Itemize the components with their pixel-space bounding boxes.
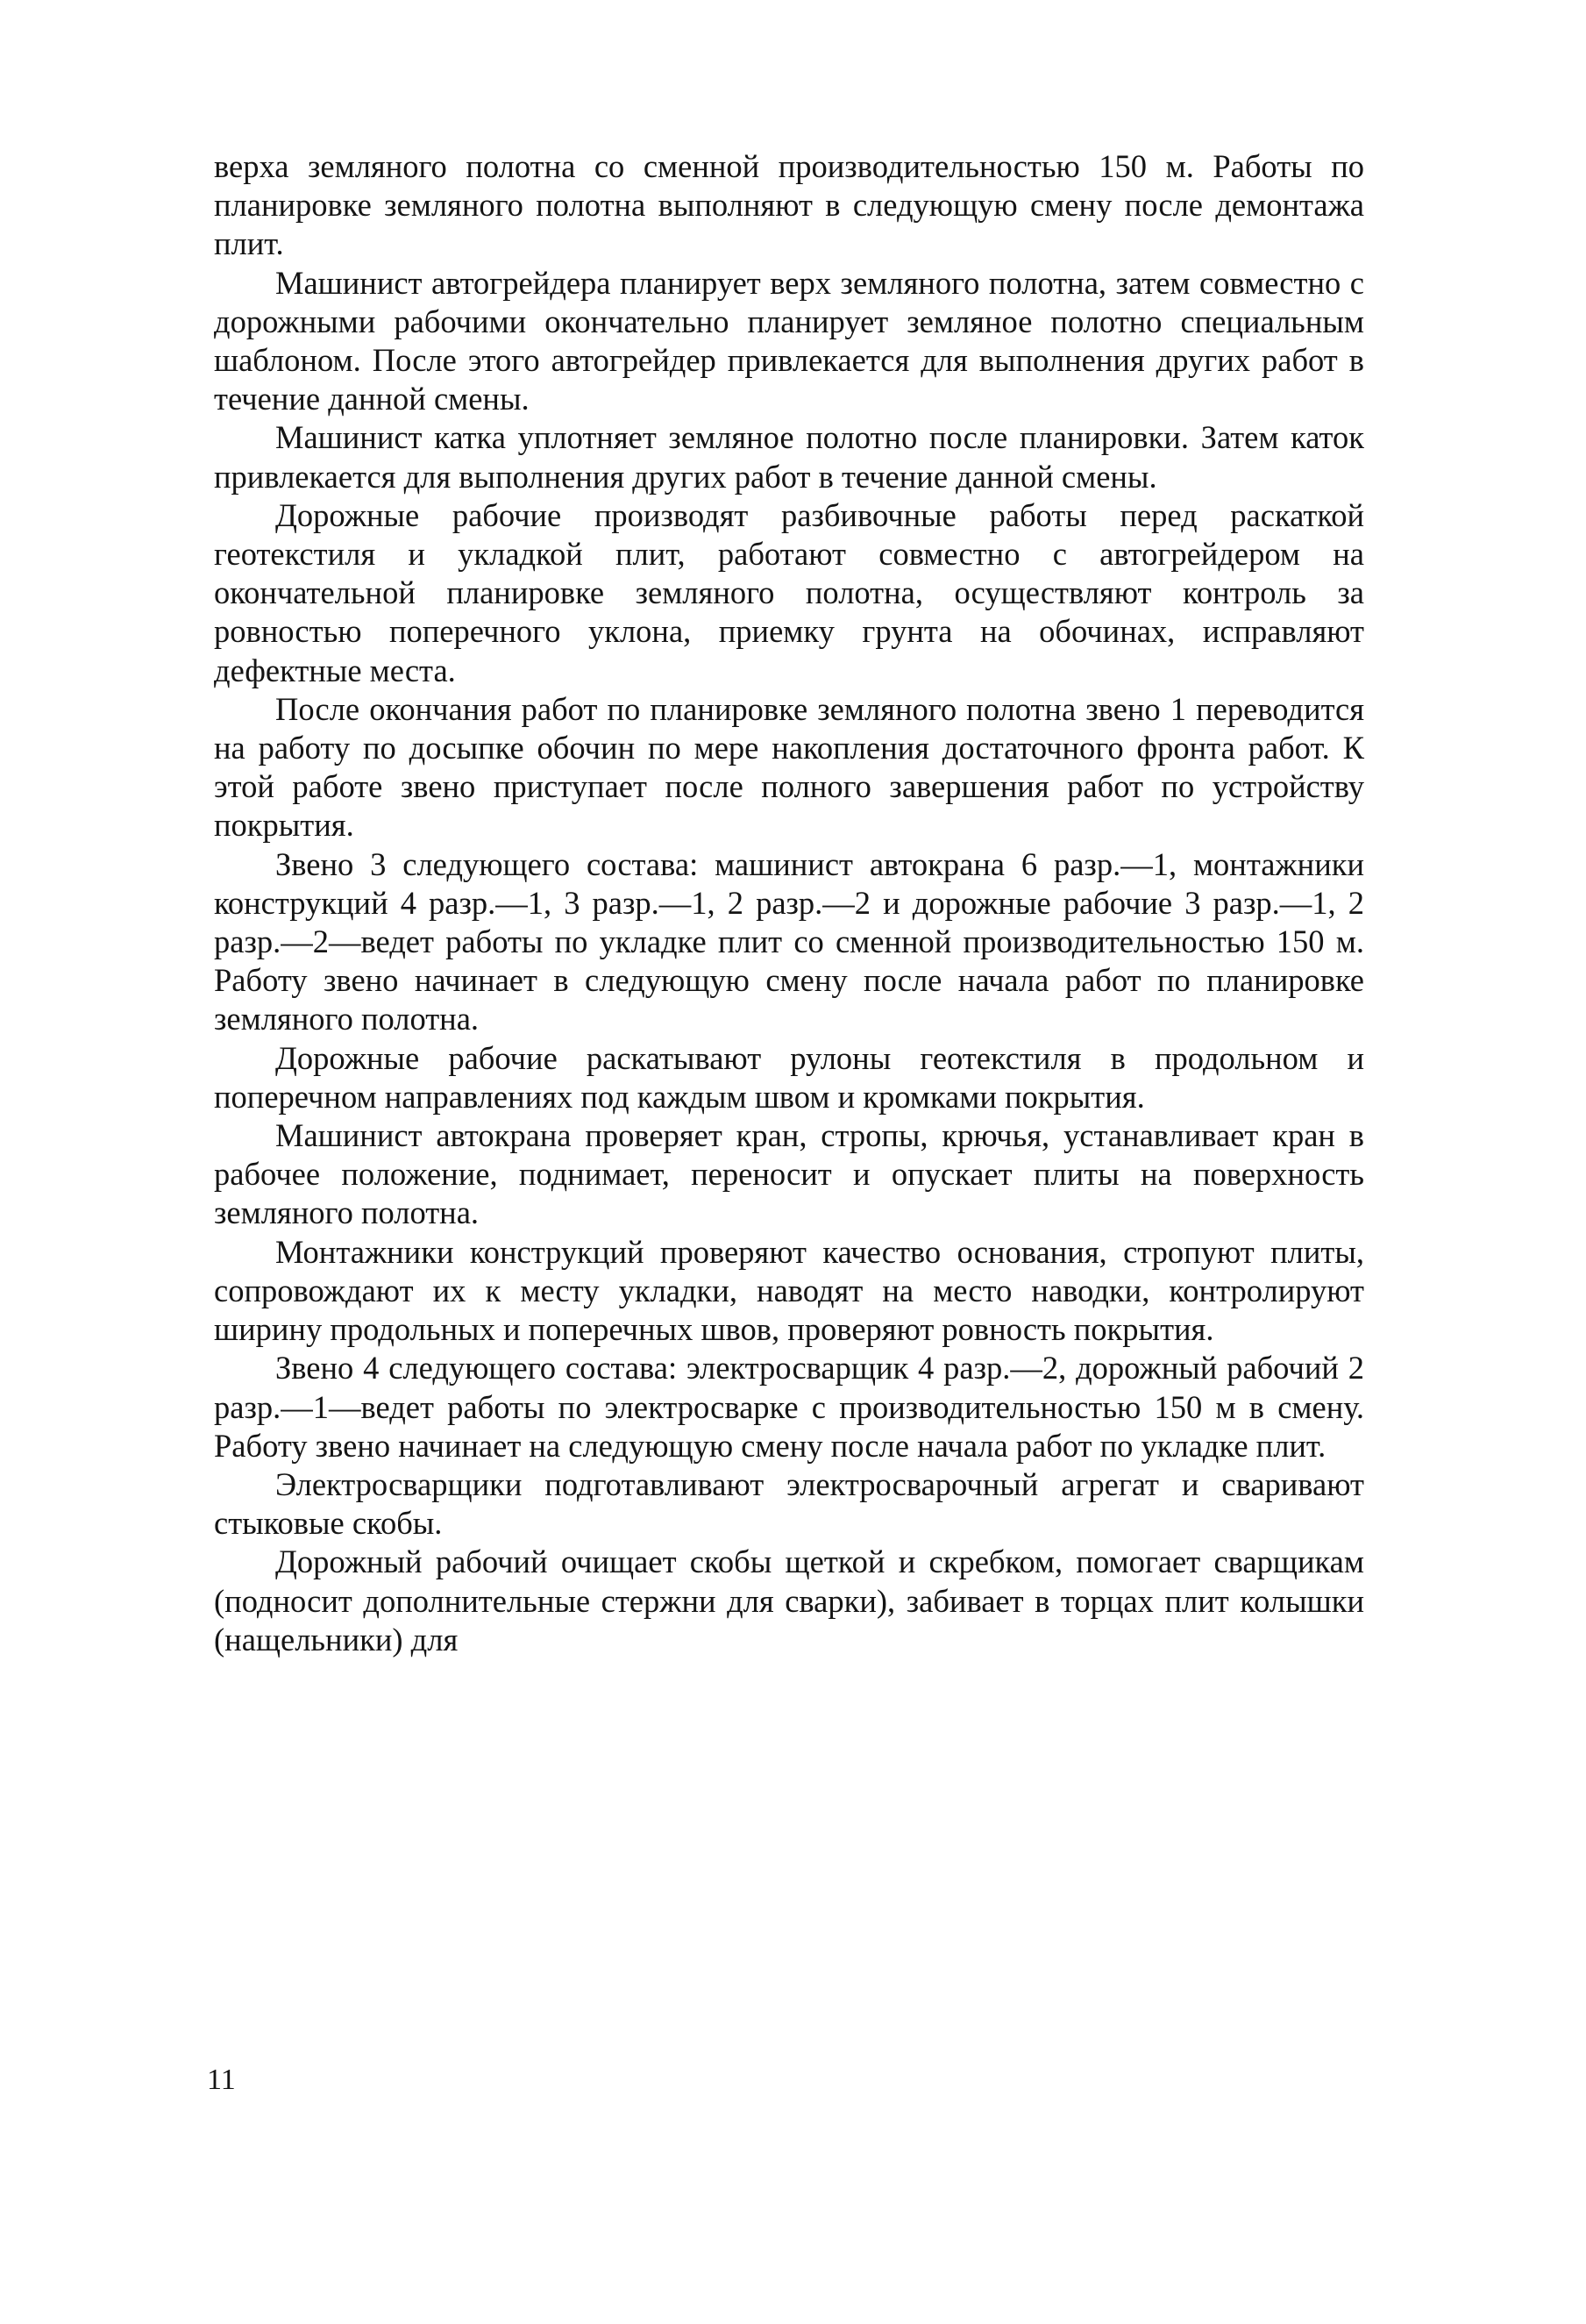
paragraph: Электросварщики подготавливают электросварочный агрегат и сваривают стыковые скобы. xyxy=(214,1465,1364,1542)
paragraph: Монтажники конструкций проверяют качество основания, стропуют плиты, сопровождают их к месту укладки, наводят на место наводки, контролируют ширину продольных и поперечных швов, проверяют ровность покрытия. xyxy=(214,1233,1364,1348)
body-text xyxy=(214,147,1364,1659)
paragraph: Машинист автогрейдера планирует верх земляного полотна, затем совместно с дорожными рабочими окончательно планирует земляное полотно специальным шаблоном. После этого автогрейдер привлекается для выполнения других работ в течение данной смены. xyxy=(214,264,1364,417)
paragraph: Машинист катка уплотняет земляное полотно после планировки. Затем каток привлекается для выполнения других работ в течение данной смены. xyxy=(214,419,1364,495)
paragraph: Машинист автокрана проверяет кран, стропы, крючья, устанавливает кран в рабочее положение, поднимает, переносит и опускает плиты на поверхность земляного полотна. xyxy=(214,1117,1364,1231)
paragraph: После окончания работ по планировке земляного полотна звено 1 переводится на работу по досыпке обочин по мере накопления достаточного фронта работ. К этой работе звено приступает после полного завершения работ по устройству покрытия. xyxy=(214,690,1364,844)
paragraph: Дорожные рабочие производят разбивочные работы перед раскаткой геотекстиля и укладкой плит, работают совместно с автогрейдером на окончательной планировке земляного полотна, осуществляют контроль за ровностью поперечного уклона, приемку грунта на обочинах, исправляют дефектные места. xyxy=(214,496,1364,688)
paragraph: Звено 3 следующего состава: машинист автокрана 6 разр.—1, монтажники конструкций 4 разр.—1, 3 разр.—1, 2 разр.—2 и дорожные рабочие 3 разр.—1, 2 разр.—2—ведет работы по укладке плит со сменной производительностью 150 м. Работу звено начинает в следующую смену после начала работ по планировке земляного полотна. xyxy=(214,845,1364,1037)
paragraph: верха земляного полотна со сменной производительностью 150 м. Работы по планировке земляного полотна выполняют в следующую смену после демонтажа плит. xyxy=(214,148,1364,262)
paragraph: Дорожный рабочий очищает скобы щеткой и скребком, помогает сварщикам (подносит дополнительные стержни для сварки), забивает в торцах плит колышки (нащельники) для xyxy=(214,1543,1364,1657)
paragraph: Дорожные рабочие раскатывают рулоны геотекстиля в продольном и поперечном направлениях под каждым швом и кромками покрытия. xyxy=(214,1039,1364,1115)
page-number: 11 xyxy=(207,2064,236,2096)
paragraph: Звено 4 следующего состава: электросварщик 4 разр.—2, дорожный рабочий 2 разр.—1—ведет работы по электросварке с производительностью 150 м в смену. Работу звено начинает на следующую смену после начала работ по укладке плит. xyxy=(214,1350,1364,1464)
